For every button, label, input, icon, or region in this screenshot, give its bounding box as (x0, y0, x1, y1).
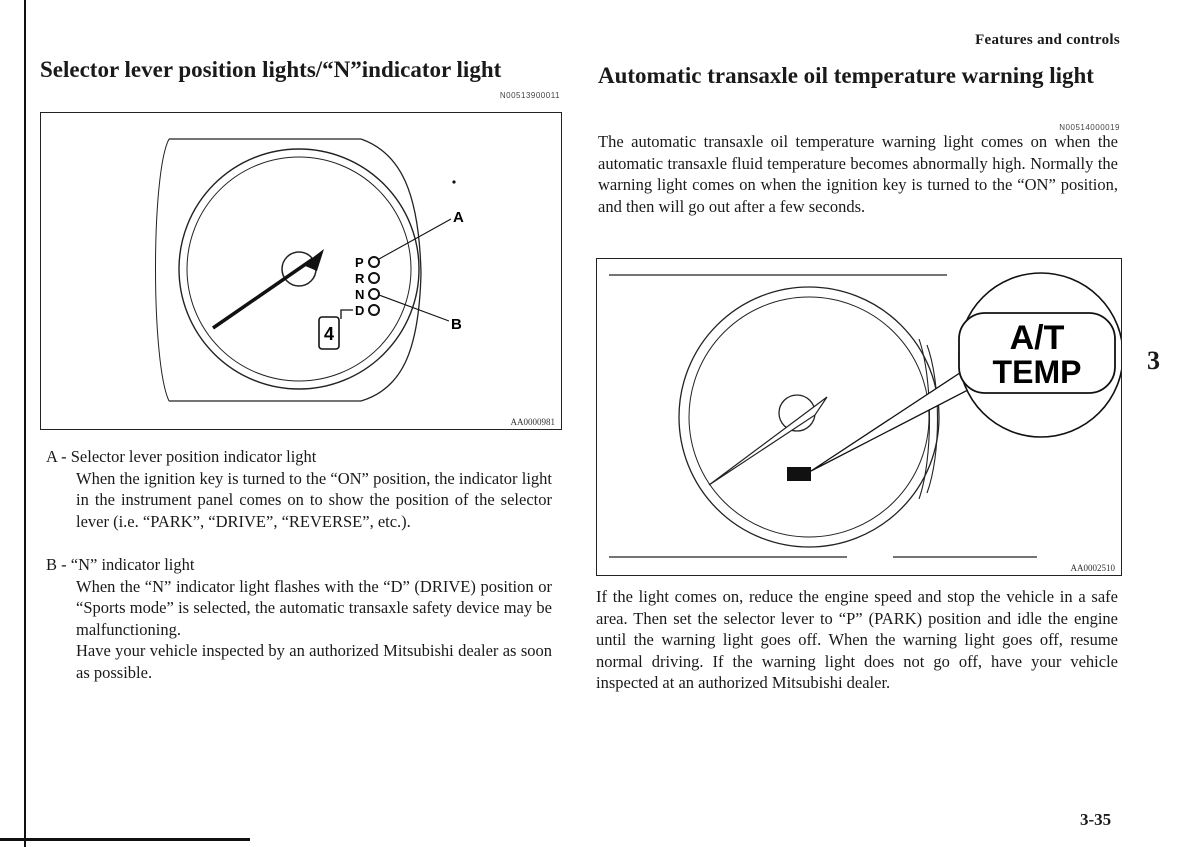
left-figure-code: AA0000981 (510, 417, 555, 427)
speedometer-illustration (41, 113, 561, 429)
right-figure-code: AA0002510 (1070, 563, 1115, 573)
badge-line-1: A/T (1009, 319, 1065, 357)
gear-letter-p: P (355, 255, 364, 270)
item-a-description: When the ignition key is turned to the “ON” position, the indicator light in the instrument panel comes on to show the position of the selector lever (i.e. “PARK”, “DRIVE”, “REVERSE”, etc.). (76, 468, 552, 531)
page-number: 3-35 (1080, 810, 1112, 829)
page-margin-rule (24, 0, 26, 847)
callout-b: B (451, 316, 462, 333)
badge-line-2: TEMP (992, 354, 1082, 390)
item-b-description-2: Have your vehicle inspected by an authorized Mitsubishi dealer as soon as possible. (76, 641, 552, 682)
indicator-lamp-p (369, 257, 379, 267)
right-doc-code: N00514000019 (1059, 123, 1120, 132)
indicator-lamp-d (369, 305, 379, 315)
right-paragraph-2: If the light comes on, reduce the engine speed and stop the vehicle in a safe area. Then set the selector lever to “P” (PARK) position and idle the engine until the warning light goes off. When the warning light goes off, resume normal driving. If the warning light does not go off, have your vehicle inspected at an authorized Mitsubishi dealer. (596, 587, 1118, 692)
digital-gear-value: 4 (323, 324, 335, 344)
oil-temp-figure (596, 258, 1122, 576)
warning-lamp (787, 467, 811, 481)
item-b-description: When the “N” indicator light flashes with the “D” (DRIVE) position or “Sports mode” is selected, the automatic transaxle safety device may be malfunctioning. (76, 576, 552, 639)
right-paragraph-1: The automatic transaxle oil temperature warning light comes on when the automatic transaxle fluid temperature becomes abnormally high. Normally the warning light comes on when the ignition key is turned to the “ON” position, and then will go out after a few seconds. (598, 132, 1118, 216)
selector-lever-figure (40, 112, 562, 430)
left-section-title: Selector lever position lights/“N”indicator light (40, 57, 502, 82)
item-b (46, 554, 552, 683)
section-header: Features and controls (975, 32, 1120, 48)
right-section-title: Automatic transaxle oil temperature warning light (598, 63, 1094, 88)
gear-letter-n: N (355, 287, 365, 302)
gear-letter-d: D (355, 303, 365, 318)
item-a-title: A - Selector lever position indicator light (46, 447, 317, 466)
indicator-lamp-n (369, 289, 379, 299)
item-a (46, 446, 552, 532)
callout-a: A (453, 209, 464, 226)
page-bottom-rule (0, 838, 250, 841)
chapter-number: 3 (1147, 346, 1160, 375)
item-b-title: B - “N” indicator light (46, 555, 195, 574)
oil-temp-gauge-illustration (597, 259, 1121, 575)
gear-letter-r: R (355, 271, 365, 286)
left-doc-code: N00513900011 (499, 91, 560, 100)
indicator-lamp-r (369, 273, 379, 283)
